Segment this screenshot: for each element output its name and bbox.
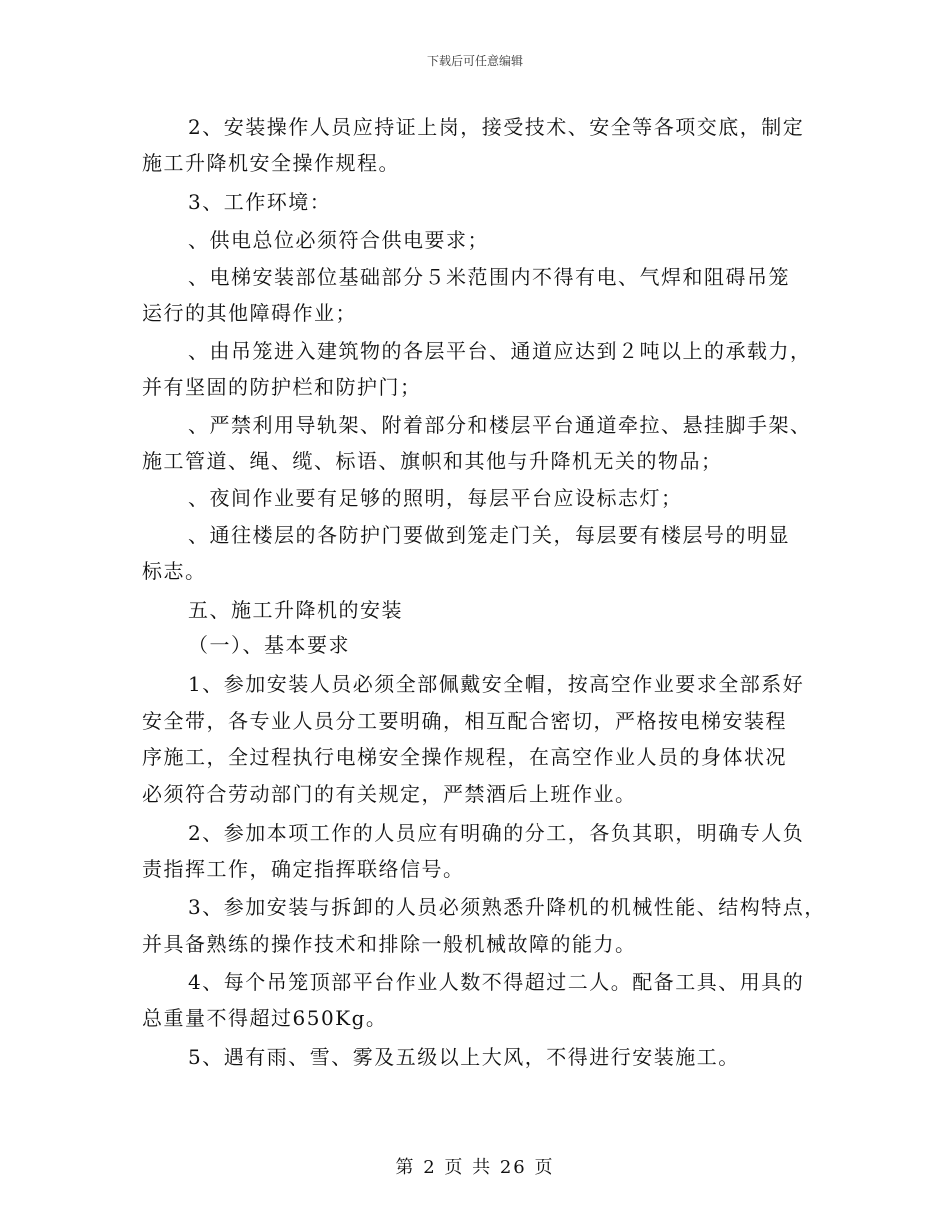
text-line: 必须符合劳动部门的有关规定，严禁酒后上班作业。 bbox=[142, 782, 637, 806]
text-line: 标志。 bbox=[142, 559, 207, 583]
text-line: 、夜间作业要有足够的照明，每层平台应设标志灯； bbox=[188, 486, 683, 510]
text-line: 、由吊笼进入建筑物的各层平台、通道应达到２吨以上的承载力， bbox=[188, 339, 812, 363]
text-line: 4、每个吊笼顶部平台作业人数不得超过二人。配备工具、用具的 bbox=[188, 970, 805, 994]
text-line: 1、参加安装人员必须全部佩戴安全帽，按高空作业要求全部系好 bbox=[188, 672, 805, 696]
text-line: 3、参加安装与拆卸的人员必须熟悉升降机的机械性能、结构特点， bbox=[188, 895, 826, 919]
text-line: 序施工，全过程执行电梯安全操作规程，在高空作业人员的身体状况 bbox=[142, 745, 787, 769]
text-line: 、严禁利用导轨架、附着部分和楼层平台通道牵拉、悬挂脚手架、 bbox=[188, 413, 812, 437]
text-line: 、电梯安装部位基础部分５米范围内不得有电、气焊和阻碍吊笼 bbox=[188, 265, 790, 289]
text-line: 5、遇有雨、雪、雾及五级以上大风，不得进行安装施工。 bbox=[188, 1045, 740, 1069]
text-line: 安全带，各专业人员分工要明确，相互配合密切，严格按电梯安装程 bbox=[142, 709, 787, 733]
text-line: 运行的其他障碍作业； bbox=[142, 301, 357, 325]
text-line: 并有坚固的防护栏和防护门； bbox=[142, 375, 422, 399]
text-line: 、通往楼层的各防护门要做到笼走门关，每层要有楼层号的明显 bbox=[188, 523, 790, 547]
text-line: 、供电总位必须符合供电要求； bbox=[188, 228, 489, 252]
header-note: 下载后可任意编辑 bbox=[426, 54, 523, 68]
text-line: 2、参加本项工作的人员应有明确的分工，各负其职，明确专人负 bbox=[188, 821, 805, 845]
text-line: 施工管道、绳、缆、标语、旗帜和其他与升降机无关的物品； bbox=[142, 449, 723, 473]
subsection-heading: （一）、基本要求 bbox=[188, 633, 350, 657]
page-footer: 第 2 页 共 26 页 bbox=[395, 1157, 555, 1178]
text-line: 并具备熟练的操作技术和排除一般机械故障的能力。 bbox=[142, 932, 637, 956]
section-heading: 五、施工升降机的安装 bbox=[188, 598, 403, 622]
text-line: 总重量不得超过650Kg。 bbox=[142, 1006, 388, 1030]
text-line: 2、安装操作人员应持证上岗，接受技术、安全等各项交底，制定 bbox=[188, 115, 805, 139]
text-line: 责指挥工作，确定指挥联络信号。 bbox=[142, 857, 465, 881]
text-line: 施工升降机安全操作规程。 bbox=[142, 151, 400, 175]
text-line: 3、工作环境： bbox=[188, 190, 332, 214]
